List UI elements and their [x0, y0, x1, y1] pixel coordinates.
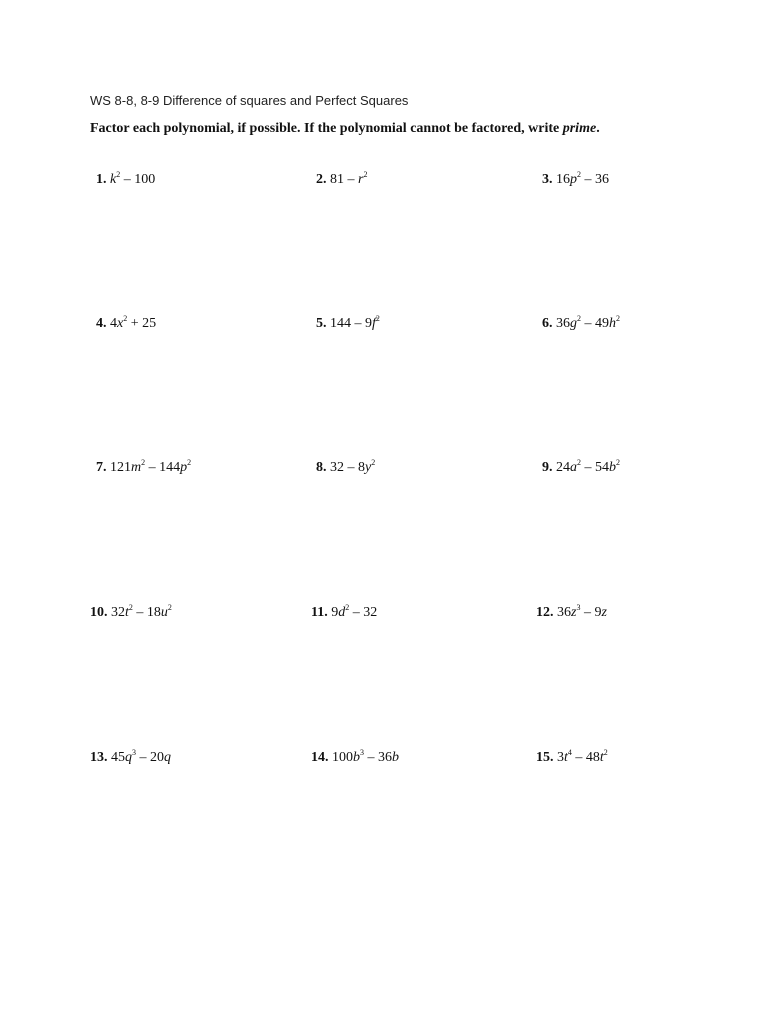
- problem-number: 6.: [542, 316, 553, 331]
- problem-8: [316, 460, 375, 476]
- exponent: 2: [116, 170, 121, 179]
- term: 32: [111, 605, 125, 620]
- problem-expression: [111, 605, 172, 620]
- term: – 32: [349, 605, 378, 620]
- problem-expression: [557, 750, 608, 765]
- term: 100: [332, 750, 353, 765]
- term: 45: [111, 750, 125, 765]
- problem-6: [542, 316, 620, 332]
- term: – 54: [581, 460, 609, 475]
- problem-number: 7.: [96, 460, 107, 475]
- exponent: 2: [577, 458, 581, 467]
- problem-14: [311, 750, 399, 766]
- term: – 9: [580, 605, 602, 620]
- term: 121: [110, 460, 131, 475]
- variable: a: [570, 460, 577, 475]
- term: 3: [557, 750, 564, 765]
- instructions-end: .: [596, 121, 600, 136]
- variable: q: [164, 750, 171, 765]
- term: – 100: [120, 172, 156, 187]
- exponent: 2: [577, 170, 581, 179]
- variable: h: [609, 316, 616, 331]
- problem-expression: [331, 605, 377, 620]
- problem-expression: [557, 605, 607, 620]
- instructions: [90, 121, 600, 137]
- term: 144 – 9: [330, 316, 372, 331]
- exponent: 2: [616, 314, 620, 323]
- problem-number: 14.: [311, 750, 329, 765]
- term: – 48: [571, 750, 600, 765]
- variable: g: [570, 316, 577, 331]
- problem-13: [90, 750, 171, 766]
- term: 32 – 8: [330, 460, 365, 475]
- problem-number: 3.: [542, 172, 553, 187]
- problem-number: 12.: [536, 605, 554, 620]
- instructions-italic: prime: [562, 121, 597, 136]
- variable: k: [110, 172, 117, 187]
- problem-7: [96, 460, 191, 476]
- term: 9: [331, 605, 339, 620]
- term: – 20: [136, 750, 164, 765]
- problem-number: 5.: [316, 316, 327, 331]
- exponent: 2: [187, 458, 192, 467]
- problem-number: 1.: [96, 172, 107, 187]
- variable: b: [392, 750, 399, 765]
- variable: p: [570, 172, 577, 187]
- variable: r: [358, 172, 364, 187]
- problem-10: [90, 605, 172, 621]
- problem-number: 15.: [536, 750, 554, 765]
- term: + 25: [127, 316, 157, 331]
- exponent: 2: [363, 170, 368, 179]
- problem-number: 11.: [311, 605, 328, 620]
- exponent: 2: [167, 603, 172, 612]
- variable: b: [609, 460, 616, 475]
- problem-expression: [110, 460, 191, 475]
- problem-9: [542, 460, 620, 476]
- term: – 144: [145, 460, 181, 475]
- problem-5: [316, 316, 380, 332]
- variable: b: [353, 750, 360, 765]
- problem-expression: [111, 750, 171, 765]
- worksheet-header: WS 8-8, 8-9 Difference of squares and Perfect Squares: [90, 93, 409, 108]
- variable: y: [365, 460, 372, 475]
- problem-expression: [556, 316, 620, 331]
- exponent: 2: [603, 748, 608, 757]
- problem-expression: [556, 460, 620, 475]
- variable: p: [180, 460, 188, 475]
- term: – 49: [581, 316, 609, 331]
- variable: m: [131, 460, 142, 475]
- variable: t: [599, 750, 604, 765]
- problem-number: 10.: [90, 605, 108, 620]
- exponent: 2: [371, 458, 376, 467]
- term: – 36: [581, 172, 609, 187]
- exponent: 3: [360, 748, 364, 757]
- problem-15: [536, 750, 608, 766]
- problem-expression: [556, 172, 609, 187]
- variable: f: [372, 316, 376, 331]
- term: 16: [556, 172, 570, 187]
- problem-expression: [110, 172, 155, 187]
- problem-expression: [332, 750, 399, 765]
- variable: d: [338, 605, 346, 620]
- variable: u: [160, 605, 168, 620]
- problem-number: 8.: [316, 460, 327, 475]
- variable: q: [125, 750, 132, 765]
- term: 24: [556, 460, 570, 475]
- exponent: 2: [345, 603, 350, 612]
- exponent: 3: [576, 603, 581, 612]
- problem-number: 13.: [90, 750, 108, 765]
- term: – 36: [364, 750, 392, 765]
- exponent: 2: [141, 458, 146, 467]
- exponent: 2: [128, 603, 133, 612]
- variable: z: [601, 605, 607, 620]
- variable: t: [125, 605, 129, 620]
- exponent: 3: [132, 748, 136, 757]
- exponent: 2: [375, 314, 380, 323]
- term: 36: [557, 605, 571, 620]
- problem-4: [96, 316, 156, 332]
- exponent: 2: [577, 314, 581, 323]
- problem-3: [542, 172, 609, 188]
- exponent: 2: [616, 458, 620, 467]
- variable: t: [564, 750, 568, 765]
- problem-12: [536, 605, 607, 621]
- problem-2: [316, 172, 367, 188]
- problem-11: [311, 605, 377, 621]
- term: – 18: [132, 605, 161, 620]
- problem-expression: [330, 172, 367, 187]
- problem-expression: [330, 460, 375, 475]
- problem-expression: [110, 316, 156, 331]
- term: 4: [110, 316, 117, 331]
- exponent: 4: [567, 748, 572, 757]
- instructions-text: Factor each polynomial, if possible. If the polynomial cannot be factored, write: [90, 121, 563, 136]
- term: 36: [556, 316, 570, 331]
- exponent: 2: [123, 314, 128, 323]
- variable: x: [117, 316, 124, 331]
- variable: z: [571, 605, 577, 620]
- problem-1: [96, 172, 155, 188]
- problem-number: 2.: [316, 172, 327, 187]
- problem-expression: [330, 316, 380, 331]
- problem-number: 9.: [542, 460, 553, 475]
- problem-number: 4.: [96, 316, 107, 331]
- term: 81 –: [330, 172, 358, 187]
